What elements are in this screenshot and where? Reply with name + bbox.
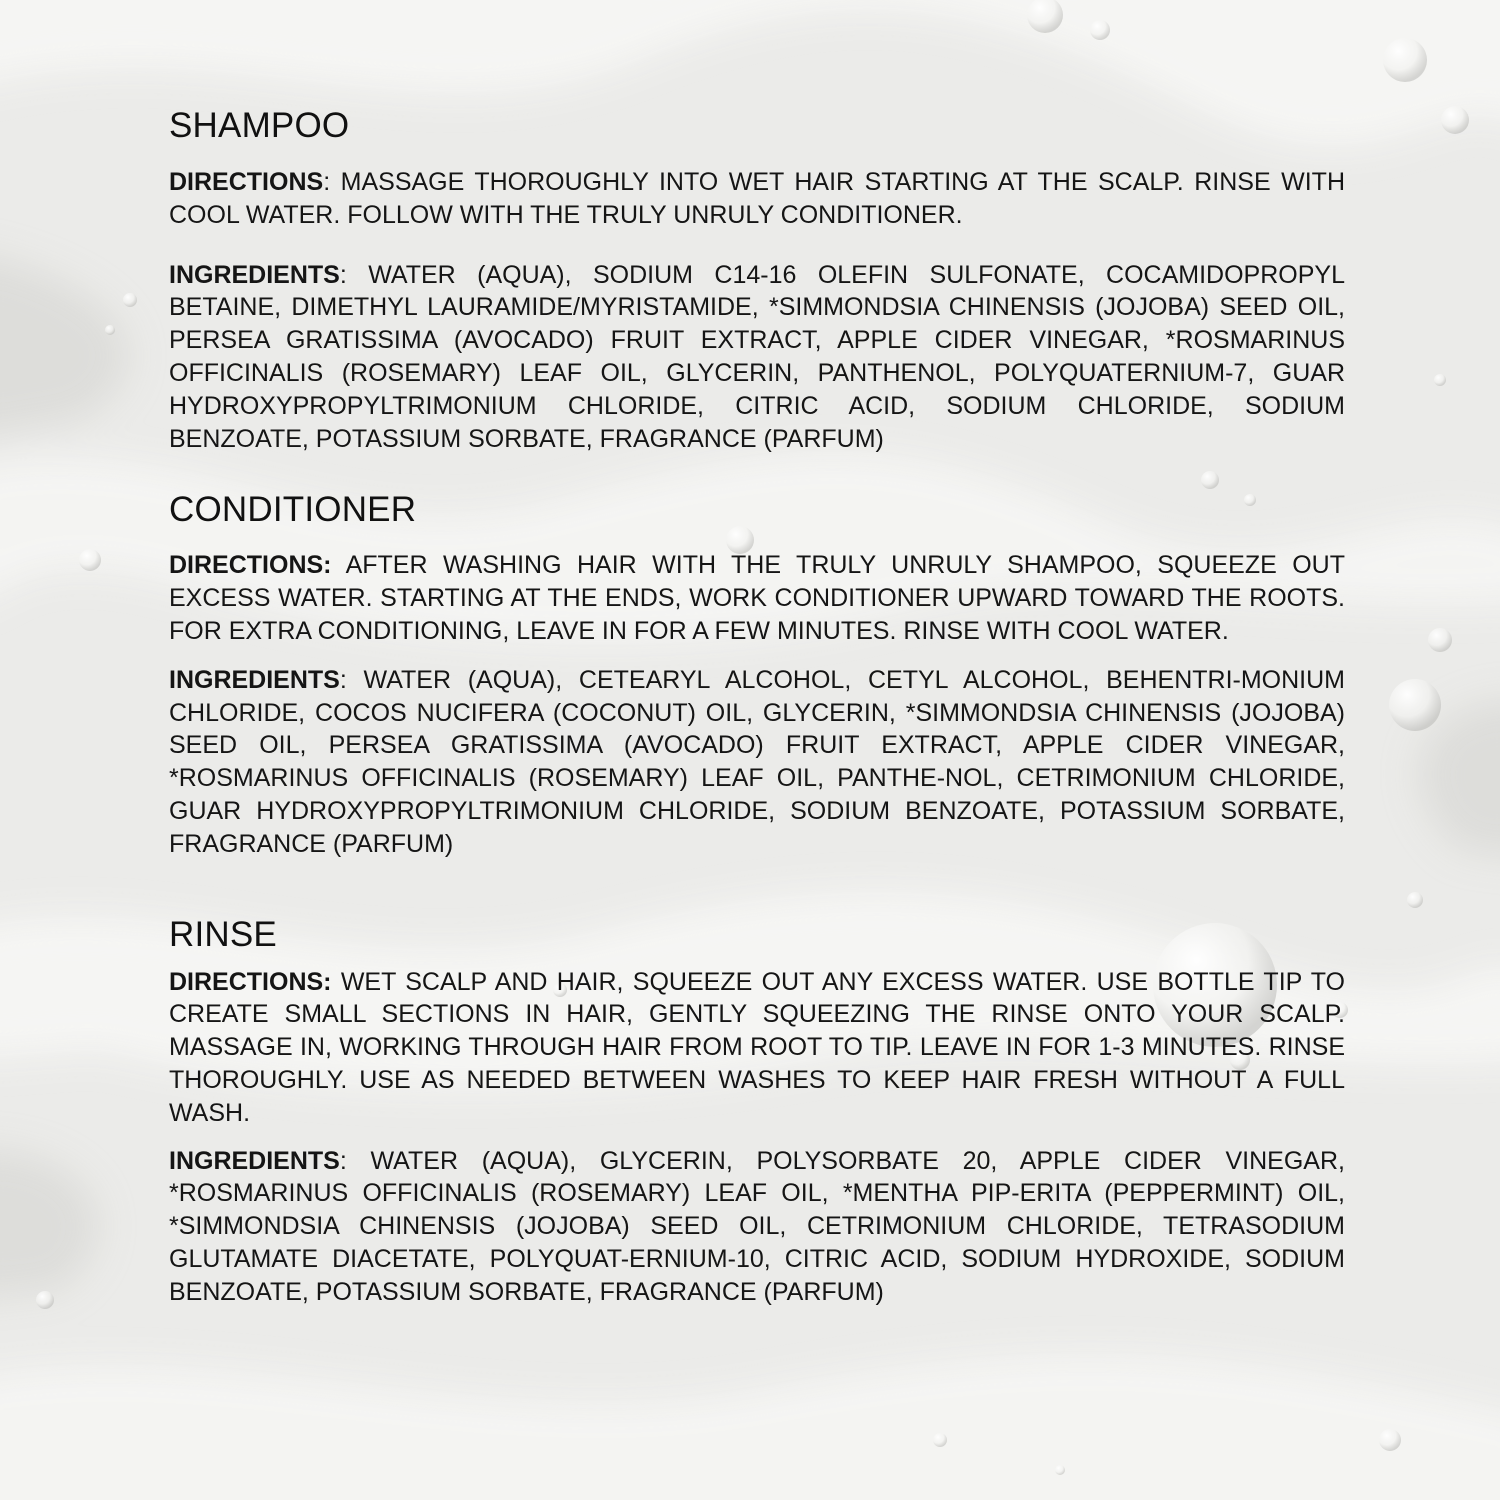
separator: : (339, 665, 364, 694)
product-info (169, 104, 1345, 1309)
shampoo-ingredients (169, 259, 1345, 456)
separator: : (339, 1146, 371, 1175)
shampoo-directions (169, 166, 1345, 232)
rinse-ingredients-label: INGREDIENTS (169, 1146, 340, 1175)
conditioner-ingredients-text: WATER (AQUA), CETEARYL ALCOHOL, CETYL ALCOHOL, BEHENTRI-MONIUM CHLORIDE, COCOS NUCIFERA (COCONUT) OIL, GLYCERIN, *SIMMONDSIA CHINENSIS (JOJOBA) SEED OIL, PERSEA GRATISSIMA (AVOCADO) FRUIT EXTRACT, APPLE CIDER VINEGAR, *ROSMARINUS OFFICINALIS (ROSEMARY) LEAF OIL, PANTHE-NOL, CETRIMONIUM CHLORIDE, GUAR HYDROXYPROPYLTRIMONIUM CHLORIDE, SODIUM BENZOATE, POTASSIUM SORBATE, FRAGRANCE (PARFUM) (169, 665, 1345, 858)
conditioner-ingredients (169, 664, 1345, 861)
shampoo-ingredients-label: INGREDIENTS (169, 260, 340, 289)
conditioner-title: CONDITIONER (169, 490, 417, 530)
separator: : (339, 260, 369, 289)
conditioner-directions-text: AFTER WASHING HAIR WITH THE TRULY UNRULY SHAMPOO, SQUEEZE OUT EXCESS WATER. STARTING AT THE ENDS, WORK CONDITIONER UPWARD TOWARD THE ROOTS. FOR EXTRA CONDITIONING, LEAVE IN FOR A FEW MINUTES. RINSE WITH COOL WATER. (169, 551, 1345, 645)
rinse-directions (169, 966, 1345, 1130)
shampoo-ingredients-text: WATER (AQUA), SODIUM C14-16 OLEFIN SULFONATE, COCAMIDOPROPYL BETAINE, DIMETHYL LAURAMIDE/MYRISTAMIDE, *SIMMONDSIA CHINENSIS (JOJOBA) SEED OIL, PERSEA GRATISSIMA (AVOCADO) FRUIT EXTRACT, APPLE CIDER VINEGAR, *ROSMARINUS OFFICINALIS (ROSEMARY) LEAF OIL, GLYCERIN, PANTHENOL, POLYQUATERNIUM-7, GUAR HYDROXYPROPYLTRIMONIUM CHLORIDE, CITRIC ACID, SODIUM CHLORIDE, SODIUM BENZOATE, POTASSIUM SORBATE, FRAGRANCE (PARFUM) (169, 260, 1345, 453)
separator (332, 551, 346, 579)
conditioner-directions-label: DIRECTIONS: (169, 551, 332, 580)
separator (332, 968, 341, 996)
separator: : (323, 168, 341, 196)
shampoo-directions-label: DIRECTIONS (169, 168, 324, 196)
shampoo-directions-text: MASSAGE THOROUGHLY INTO WET HAIR STARTING AT THE SCALP. RINSE WITH COOL WATER. FOLLOW WITH THE TRULY UNRULY CONDITIONER. (169, 168, 1345, 229)
rinse-directions-label: DIRECTIONS: (169, 967, 332, 996)
rinse-title: RINSE (169, 914, 277, 954)
rinse-ingredients-text: WATER (AQUA), GLYCERIN, POLYSORBATE 20, APPLE CIDER VINEGAR, *ROSMARINUS OFFICINALIS (ROSEMARY) LEAF OIL, *MENTHA PIP-ERITA (PEPPERMINT) OIL, *SIMMONDSIA CHINENSIS (JOJOBA) SEED OIL, CETRIMONIUM CHLORIDE, TETRASODIUM GLUTAMATE DIACETATE, POLYQUAT-ERNIUM-10, CITRIC ACID, SODIUM HYDROXIDE, SODIUM BENZOATE, POTASSIUM SORBATE, FRAGRANCE (PARFUM) (169, 1146, 1345, 1306)
shampoo-title: SHAMPOO (169, 106, 350, 145)
rinse-directions-text: WET SCALP AND HAIR, SQUEEZE OUT ANY EXCESS WATER. USE BOTTLE TIP TO CREATE SMALL SECTIONS IN HAIR, GENTLY SQUEEZING THE RINSE ONTO YOUR SCALP. MASSAGE IN, WORKING THROUGH HAIR FROM ROOT TO TIP. LEAVE IN FOR 1-3 MINUTES. RINSE THOROUGHLY. USE AS NEEDED BETWEEN WASHES TO KEEP HAIR FRESH WITHOUT A FULL WASH. (169, 967, 1345, 1127)
rinse-ingredients (169, 1145, 1345, 1309)
conditioner-ingredients-label: INGREDIENTS (169, 665, 340, 694)
conditioner-directions (169, 549, 1345, 647)
